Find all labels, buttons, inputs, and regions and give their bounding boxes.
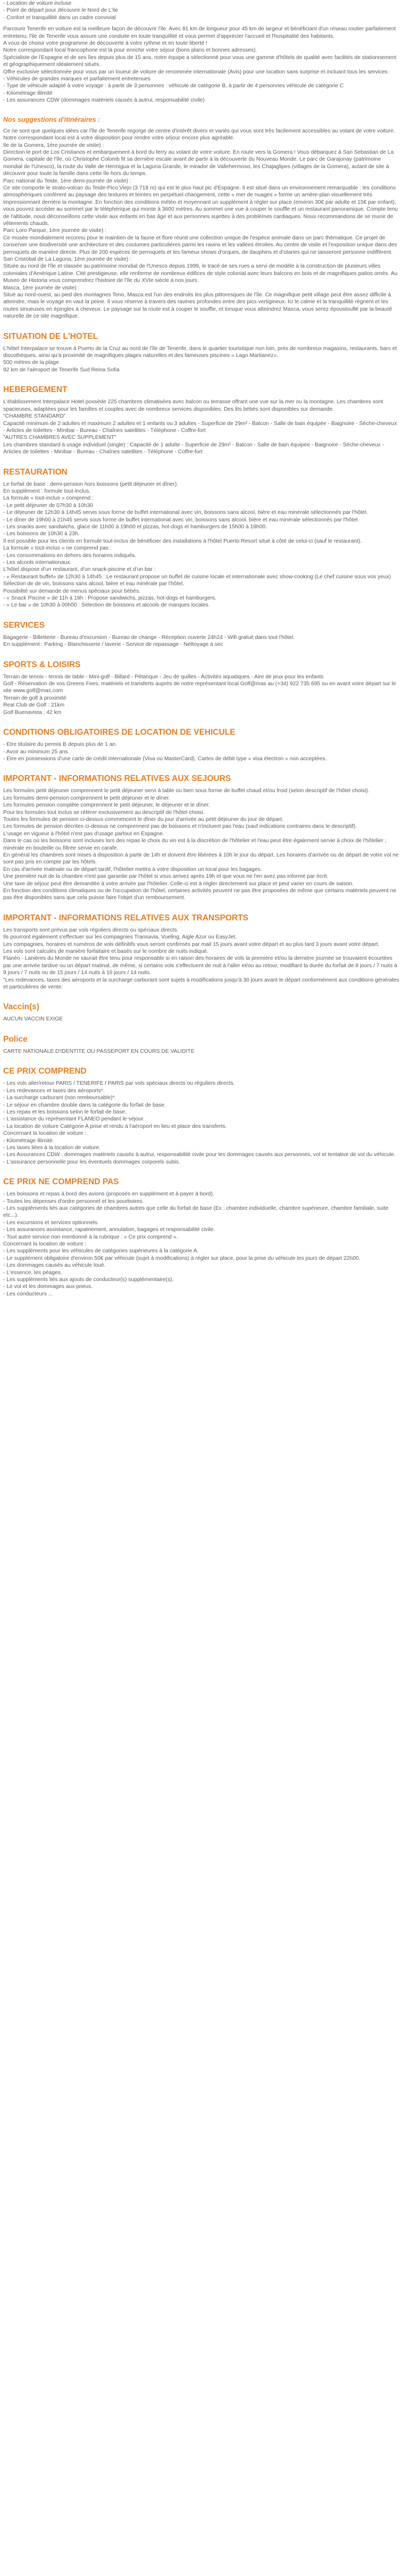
text-line: - Les suppléments liés aux catégories de chambres autres que celle du forfait de base (Ex : chambre individuelle, chambre supérieure, chambre familiale, suite etc...). — [3, 1205, 389, 1219]
text-line: - Les dommages causés au véhicule loué. — [3, 1262, 106, 1269]
text-line: - Toutes les dépenses d'ordre personnel et les pourboires. — [3, 1198, 144, 1204]
text-line: - Les vols aller/retour PARIS / TENERIFE / PARIS par vols spéciaux directs ou réguliers directs. — [3, 1081, 235, 1087]
text-line: - Kilométrage illimité — [3, 90, 53, 96]
text-line: Ils pourront également s'effectuer sur les compagnies Transavia, Vueling, Aigle Azur ou EasyJet. — [3, 934, 237, 941]
section — [3, 0, 400, 104]
text-line: - Etre titulaire du permis B depuis plus de 1 an. — [3, 742, 117, 748]
text-line: Terrain de golf à proximité — [3, 695, 66, 701]
text-line: 92 km de l'aéroport de Tenerife Sud Reina Sofia — [3, 367, 120, 373]
text-line: - Le séjour en chambre double dans la catégorie du forfait de base. — [3, 1102, 166, 1108]
text-line: - Confort et tranquillité dans un cadre convivial — [3, 14, 116, 21]
text-line: - Avoir au minimum 25 ans. — [3, 749, 70, 755]
section-heading: CONDITIONS OBLIGATOIRES DE LOCATION DE VEHICULE — [3, 728, 236, 737]
section-heading: Vaccin(s) — [3, 1002, 40, 1012]
text-line: - Les consommations en dehors des horaires indiqués. — [3, 552, 137, 559]
text-line: Masca, 1ère journée de visite) : — [3, 285, 80, 291]
text-line: - « Snack Piscine » de 11h à 19h : Propose sandwichs, pizzas, hot-dogs et hamburgers. — [3, 595, 217, 602]
section-heading: SPORTS & LOISIRS — [3, 660, 81, 669]
text-line: A vous de choisir votre programme de découverte à votre rythme et en toute liberté ! — [3, 40, 208, 47]
text-line: En supplément : formule tout-inclus. — [3, 488, 91, 494]
text-line: - Les suppléments liés aux ajouts de conducteur(s) supplémentaire(s). — [3, 1277, 174, 1283]
text-line: - Le dîner de 19h00 à 21h45 servis sous forme de buffet international avec vin, boissons sans alcool, bière et eau minérale sélectionnés par l'hôtel. — [3, 517, 359, 523]
text-line: - Le vol et les dommages aux pneus. — [3, 1284, 93, 1290]
text-line: - Les redevances et taxes des aéroports*. — [3, 1087, 105, 1094]
text-line: San Cristobal de La Laguna, 1ère journée de visite) : — [3, 256, 131, 262]
text-line: - L'assistance du représentant FLANEO pendant le séjour. — [3, 1116, 145, 1123]
text-line: - Véhicules de grandes marques et parfaitement entretenues — [3, 76, 151, 82]
section — [3, 913, 400, 991]
section — [3, 385, 400, 455]
text-line: Concernant la location de voiture : — [3, 1241, 87, 1247]
text-line: - Les assurances CDW (dommages matériels causés à autrui, responsabilité civile) — [3, 97, 205, 104]
text-line: L'établissement Interpalace Hotel possède 225 chambres climatisées avec balcon ou terrasse offrant une vue sur la mer ou la montagne. Les chambres sont spacieuses, adaptées pour les familles et couples avec de nombreux services disponibles. Des lits bébés sont disponibles sur demande. — [3, 399, 383, 412]
section-heading: Police — [3, 1034, 28, 1044]
text-line: Les formules de pension décrites ci-dessus ne comprennent pas de boissons et n'incluent pas l'eau (sauf indications contraires dans le descriptif). — [3, 824, 357, 830]
text-line: - Les excursions et services optionnels. — [3, 1219, 99, 1226]
text-line: - Le supplément obligatoire d'environ 50€ par véhicule (sujet à modifications) à régler sur place, pour la prise du véhicule les jours de départ 22h00. — [3, 1255, 360, 1261]
text-line: Possibilité sur demande de menus spéciaux pour bébés. — [3, 588, 141, 594]
section-heading: IMPORTANT - INFORMATIONS RELATIVES AUX TRANSPORTS — [3, 913, 248, 923]
text-line: 500 mètres de la plage — [3, 360, 59, 366]
section-heading: CE PRIX NE COMPREND PAS — [3, 1177, 119, 1187]
text-line: - Les Assurances CDW : dommages matériels causés à autrui, responsabilité civile pour les dommages causés aux personnes, vol et tentative de vol du véhicule. — [3, 1152, 396, 1158]
section — [3, 660, 400, 716]
text-line: La formule « tout-inclus » comprend : — [3, 495, 94, 502]
text-line: Bagagerie - Billetterie - Bureau d'excursion - Bureau de change - Réception ouverte 24h24 - Wifi gratuit dans tout l'hôtel. — [3, 634, 295, 641]
section — [3, 468, 400, 609]
section-heading: Nos suggestions d'itinéraires : — [3, 115, 100, 123]
text-line: Flanéo - Lanières du Monde ne saurait être tenu pour responsable si en raison des horaires de vols la première et/ou la dernière journée se trouvaient écourtées par une arrivée tardive ou un départ matinal, de même, si certains vols s'effectuent de nuit à l'aller et/ou au retour, modifiant la durée du forfait de 8 jours / 7 nuits à 9 jours / 7 nuits ou de 15 jours / 14 nuits à 16 jours / 14 nuits. — [3, 955, 397, 976]
text-line: L'usage en vigueur à l'hôtel n'est pas d'usage partout en Espagne. — [3, 830, 164, 837]
text-line: Pour les formules tout inclus se référer exclusivement au descriptif de l'hôtel choisi. — [3, 809, 205, 816]
text-line: - Les conducteurs ... — [3, 1291, 53, 1297]
text-line: - Les boissons de 10h30 à 23h. — [3, 531, 80, 537]
text-line: Golf Buenavista : 42 km — [3, 709, 62, 716]
text-line: Les formules petit déjeuner comprennent le petit déjeuner servi à table ou bien sous forme de buffet chaud et/ou froid (selon descriptif de l'hôtel choisi). — [3, 788, 370, 794]
text-line: - L'essence, les péages. — [3, 1269, 62, 1276]
text-line: - L'assurance personnelle pour les éventuels dommages corporels subis. — [3, 1159, 180, 1165]
section-heading: SERVICES — [3, 620, 45, 630]
text-line: Dans le cas où les boissons sont incluses lors des repas le choix du vin est à la discrétion de l'hôtelier et l'eau peut être également servie à choix de l'hôtelier ; minérale en bouteille ou filtrée servie en carafe. — [3, 838, 387, 851]
section — [3, 1035, 400, 1055]
text-line: - Point de départ pour découvrir le Nord de L'ile — [3, 7, 119, 14]
text-line: Une taxe de séjour peut être demandée à votre arrivée par l'hôtelier. Celle-ci est à régler directement sur place et peut varier en cours de saison. — [3, 880, 354, 887]
text-line: Golf - Réservation de vos Greens Fees, matériels et transferts auprès de notre représentant local Golf@mas au (+34) 922 735 695 ou en avant votre départ sur le site www.golf@mas.com — [3, 681, 396, 694]
text-line: - Kilométrage illimité. — [3, 1137, 54, 1144]
text-line: Parc national du Teide, 1ère demi-journée de visite) : — [3, 178, 131, 184]
text-line: AUCUN VACCIN EXIGE — [3, 1016, 63, 1023]
text-line: - La location de voiture Catégorie A prise et rendu à l'aéroport en lieu et place des transferts. — [3, 1123, 227, 1129]
section-heading: HEBERGEMENT — [3, 385, 68, 395]
text-line: - Les taxes liées à la location de voiture. — [3, 1144, 101, 1151]
text-line: Direction le port de Los Cristianos et embarquement à bord du ferry au volant de votre voiture. En route vers la Gomera ! Vous débarquez à San Sebastian de La Gomera, capitale de l'île, où Christophe Colomb fit sa dernière escale avant de partir à la découverte du Nouveau Monde. Le parc de Garajonay (patrimoine mondial de l'Unesco), la route du Valle de Hermigua et la Laguna Grande, le mirador de Vallehermoso, les Chajaglipes (villages de la Gomera), autant de site à découvrir pour toute la famille dans cette île hors du temps. — [3, 149, 394, 177]
text-line: - Les alcools internationaux. — [3, 560, 72, 566]
text-line: - Le déjeuner de 12h30 à 14h45 servis sous forme de buffet international avec vin, boissons sans alcool, bière et eau minérale sélectionnés par l'hôtel. — [3, 510, 368, 516]
section — [3, 774, 400, 902]
text-line: En supplément : Parking - Blanchisserie / laverie - Service de repassage - Nettoyage à sec — [3, 642, 223, 648]
text-line: - Etre en possessions d'une carte de crédit internationale (Visa ou MasterCard). Cartes de débit type « visa électron » non acceptées. — [3, 755, 327, 762]
text-line: - Les assurances assistance, rapatriement, annulation, bagages et responsabilité civile. — [3, 1227, 215, 1233]
text-line: - La surcharge carburant (non remboursable)*. — [3, 1095, 116, 1101]
text-line: Real Club de Golf : 21km — [3, 702, 65, 709]
section — [3, 1002, 400, 1023]
text-line: Les chambres standard à usage individuel (single) : Capacité de 1 adulte - Superficie de 29m² - Balcon - Salle de bain équipée - Baignoire - Sèche-cheveux - Articles de toilettes - Minibar - Bureau - Chaînes satellites - Téléphone - Coffre-fort — [3, 442, 384, 455]
section — [3, 1067, 400, 1166]
text-line: Une première nuit de la chambre n'est pas garantie par l'hôtel si vous arrivez après 19h et que vous ne l'en avez pas informé par écrit. — [3, 874, 329, 880]
text-line: La formule « tout-inclus » ne comprend pas : — [3, 545, 112, 552]
text-line: Situé au nord-ouest, au pied des montagnes Teno, Masca est l'un des endroits les plus pittoresques de l'île. Ce magnifique petit village peut être assez difficile à atteindre, mais le voyage en vaut la peine. Il vous réserve à travers des ravines profondes entre des pics vertigineux. Ici le calme et la tranquillité règnent et les routes sinueuses en épingles à cheveux. Le paysage sur la route est à couper le souffle, et lorsque vous atteindrez Masca, vous serez époustouflé par la beauté naturelle de ce site magnifique. — [3, 292, 392, 320]
text-line: Ce ne sont que quelques idées car l'île de Tenerife regorge de centre d'intérêt divers et variés qui vous sont très facilement accessibles au volant de votre voiture. Notre correspondant local est à votre disposition pour rendre votre séjour encore plus agréable. — [3, 128, 395, 142]
text-line: CARTE NATIONALE D'IDENTITE OU PASSEPORT EN COURS DE VALIDITE — [3, 1048, 195, 1054]
text-line: - Type de véhicule adapté à votre voyage : à partir de 3 personnes : véhicule de catégorie B, à partir de 4 personnes véhicule de catégorie C — [3, 83, 344, 89]
text-line: Ce musée mondialement reconnu pour le maintien de la faune et flore réunit une collection unique de l'espèce animale dans un parc thématique. Ce projet de conserver une biodiversité une architecture et des coutumes particulières parmi les ravins et les vallées étroites. Au centre de visite et l'exposition unique dans des perroquets de manière directe. Plus de 200 espèces de perroquets et les fameux shows d'orques, de dauphins et d'otaries qui ne laisseront personne indifférent. — [3, 235, 397, 255]
section — [3, 116, 400, 320]
section — [3, 621, 400, 649]
section-heading: IMPORTANT - INFORMATIONS RELATIVES AUX SEJOURS — [3, 774, 231, 784]
text-line: En général les chambres sont mises à disposition à partir de 14h et doivent être libérées à 10h le jour du départ. Les horaires d'arrivée ou de départ de votre vol ne sont pas pris en compte par les hôtels. — [3, 852, 399, 866]
text-line: - Les suppléments pour les véhicules de catégories supérieures à la catégorie A. — [3, 1248, 199, 1254]
text-line: L'hôtel dispose d'un restaurant, d'un snack-piscine et d'un bar : — [3, 567, 156, 573]
text-line: - « Restaurant buffet» de 12h30 à 14h45 : Le restaurant propose un buffet de cuisine locale et internationale avec show-cooking (Le chef cuisine sous vos yeux) Sélection de de vin, boissons sans alcool, bière et eau minérale par l'hôtel. — [3, 574, 391, 587]
text-line: - Les snacks avec sandwichs, glace de 11h00 à 19h00 et pizzas, hot-dogs et hamburgers de 15h00 à 18h00. — [3, 523, 267, 530]
text-line: - Le petit déjeuner de 07h30 à 10h30 — [3, 502, 93, 509]
text-line: Les compagnies, horaires et numéros de vols définitifs vous seront confirmés par mail 15 jours avant votre départ et au plus tard 3 jours avant votre départ. — [3, 941, 380, 948]
text-line: - Les boissons et repas à bord des avions (proposés en supplément et à payer à bord). — [3, 1191, 214, 1198]
text-line: Les formules demi-pension comprennent le petit déjeuner et le dîner. — [3, 795, 170, 801]
text-line: Offre exclusive sélectionnée pour vous par un loueur de voiture de renommée internationale (Avis) pour une location sans surprise et incluant tous les services : — [3, 69, 391, 75]
text-line: L'hôtel Interpalace se trouve à Puerto de la Cruz au nord de l'île de Tenerife, dans le quartier touristique non loin, près de nombreux magasins, restaurants, bars et discothèques, ainsi qu'à proximité de magnifiques plages naturelles et des fameuses piscines « Lago Martianez». — [3, 345, 397, 359]
text-line: En cas d'arrivée matinale ou de départ tardif, l'hôtelier mettra à votre disposition un local pour les bagages. — [3, 866, 262, 872]
text-line: Terrain de tennis - tennis de table - Mini-golf - Billard - Pétanque - Jeu de quilles - Activités aquatiques - Aire de jeux pour les enfants — [3, 674, 324, 680]
section-heading: RESTAURATION — [3, 467, 68, 477]
spacer — [3, 21, 400, 26]
section-heading: SITUATION DE L'HOTEL — [3, 331, 98, 341]
section — [3, 728, 400, 762]
section-heading: CE PRIX COMPREND — [3, 1067, 87, 1076]
text-line: Toutes les formules de pension ci-dessus commencent le dîner du jour d'arrivée au petit déjeuner du jour de départ. — [3, 816, 283, 822]
text-line: - Les repas et les boissons selon le forfait de base. — [3, 1109, 127, 1115]
text-line: - Location de voiture incluse — [3, 1, 72, 6]
text-line: Les vols sont calculés de manière forfaitaire et basés sur le nombre de nuits indiqué. — [3, 949, 208, 955]
text-line: Il est possible pour les clients en formule tout-inclus de bénéficier des installations à l'hôtel Puerto Resort situé à côté de celui-ci (sauf le restaurant). — [3, 538, 362, 544]
text-line: Parc Loro Parque, 1ère journée de visite) : — [3, 228, 107, 234]
text-line: Capacité minimum de 2 adultes et maximum 2 adultes et 1 enfants ou 3 adultes - Superficie de 29m² - Balcon - Salle de bain équipée - Baignoire - Sèche-cheveux - Articles de toilettes - Minibar - Bureau - Chaînes satellites - Téléphone - Coffre-fort — [3, 420, 397, 434]
text-line: Située au nord de l'île et classée au patrimoine mondial de l'Unesco depuis 1999, le tracé de ses rues a servi de modèle à la construction de plusieurs villes coloniales d'Amérique Latine. Cité prestigieuse, elle renferme de nombreux édifices de style colonial avec leurs balcons en bois et de magnifiques patios ornés. Au Museo de Historia vous comprendrez l'histoire de l'île du XVIe siècle à nos jours. — [3, 263, 398, 284]
text-line: Notre correspondant local francophone est là pour enrichir votre séjour (bons plans et bonnes adresses). — [3, 47, 257, 54]
text-line: Ce site comporte le strato-volcan du Teide-Pico Viejo (3 718 m) qui est le plus haut pic d'Espagne. Il est situé dans un environnement remarquable : les conditions atmosphériques confèrent au paysage des textures et teintes en perpétuel changement, cette « mer de nuages » forme un arrière-plan visuellement très impressionnant derrière la montagne. En fonction des conditions météo et moyennant un supplément à régler sur place (environ 30€ par adulte et 15€ par enfant), vous pouvez accéder au sommet par le téléphérique qui monte à 3600 mètres. Au sommet une vue à couper le souffle et un restaurant panoramique. Compte tenu de l'altitude, nous déconseillons cette visite aux enfants en bas âge et aux personnes sujettes à des problèmes cardiaques. Nous recommandons de se munir de vêtements chauds. — [3, 185, 398, 227]
text-line: "CHAMBRE STANDARD" — [3, 413, 66, 420]
text-line: Les formules pension complète comprennent le petit déjeuner, le déjeuner et le dîner. — [3, 802, 210, 809]
text-line: Le forfait de base : demi-pension hors boissons (petit déjeuner et dîner). — [3, 481, 179, 487]
text-line: Ile de la Gomera, 1ère journée de visite) : — [3, 142, 104, 148]
text-line: Spécialiste de l'Espagne et de ses îles depuis plus de 15 ans, notre équipe a sélectionné pour vous une gamme d'hôtels de qualité avec facilités de stationnement et géographiquement idéalement situés. — [3, 54, 397, 68]
text-line: "Les redevances, taxes des aéroports et la surcharge carburant sont sujets à modifications jusqu'à 30 jours avant le départ conformément aux conditions générales et particulières de vente. — [3, 977, 399, 991]
text-line: - « Le bar » de 10h30 à 00h00 : Sélection de boissons et alcools de marques locales. — [3, 602, 210, 609]
text-line: Les transports sont prévus par vols réguliers directs ou spéciaux directs. — [3, 927, 179, 933]
text-line: Parcourir Tenerife en voiture est la meilleure façon de découvrir l'ile. Avec 81 km de longueur pour 45 km de largeur et bénéficiant d'un réseau routier parfaitement entretenu, l'ile de Tenerife vous assure une conduite en toute tranquillité et vous permet d'apprécier l'accueil et l'hospitalité des habitants. — [3, 26, 396, 39]
text-line: En fonction des conditions climatiques ou de l'occupation de l'hôtel, certaines activités peuvent ne pas être proposées de même que certains matériels peuvent ne pas être disponibles sans que cela puisse faire l'objet d'un remboursement. — [3, 888, 397, 901]
section — [3, 1177, 400, 1298]
section — [3, 332, 400, 374]
text-line: - Tout autre service non mentionné à la rubrique : « Ce prix comprend ». — [3, 1234, 178, 1240]
text-line: Concernant la location de voiture : — [3, 1131, 87, 1137]
text-line: "AUTRES CHAMBRES AVEC SUPPLEMENT" — [3, 435, 116, 441]
